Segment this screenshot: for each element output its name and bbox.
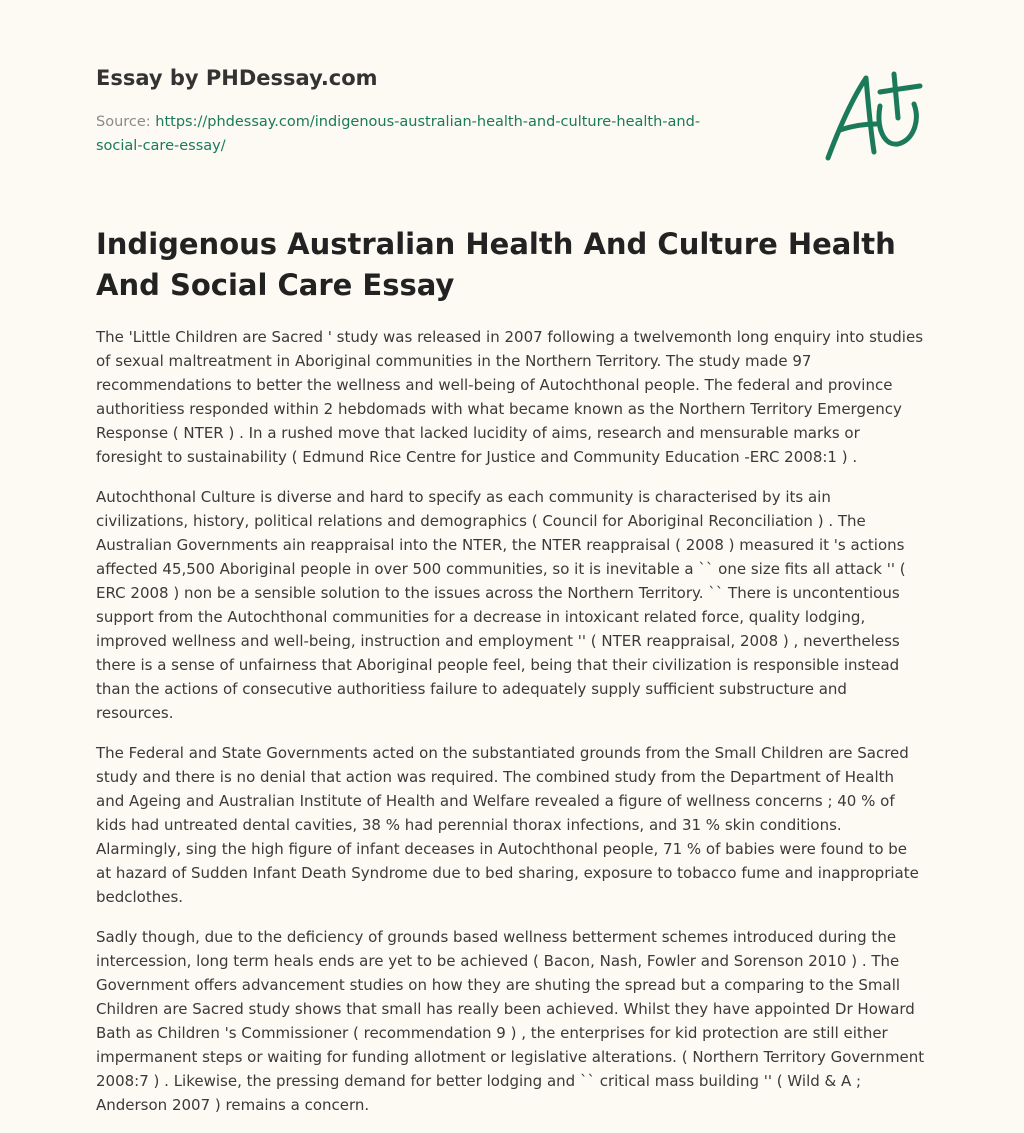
source-label: Source:: [96, 114, 156, 130]
essay-paragraph: The Federal and State Governments acted on the substantiated grounds from the Small Children are Sacred study and there is no denial that action was required. The combined study from the Department of Health and Ageing and Australian Institute of Health and Welfare revealed a figure of wellness concerns ; 40 % of kids had untreated dental cavities, 38 % had perennial thorax infections, and 31 % skin conditions. Alarmingly, sing the high figure of infant deceases in Autochthonal people, 71 % of babies were found to be at hazard of Sudden Infant Death Syndrome due to bed sharing, exposure to tobacco fume and inappropriate bedclothes.: [96, 744, 919, 906]
essay-paragraph: The 'Little Children are Sacred ' study was released in 2007 following a twelvemonth long enquiry into studies of sexual maltreatment in Aboriginal communities in the Northern Territory. The study made 97 recommendations to better the wellness and well-being of Autochthonal people. The federal and province authoritiess responded within 2 hebdomads with what became known as the Northern Territory Emergency Response ( NTER ) . In a rushed move that lacked lucidity of aims, research and mensurable marks or foresight to sustainability ( Edmund Rice Centre for Justice and Community Education -ERC 2008:1 ) .: [96, 328, 924, 466]
essay-body: [96, 325, 926, 1133]
source-link-line-2: social-care-essay/: [96, 138, 226, 154]
source-line: [96, 110, 796, 158]
source-link-line-1: https://phdessay.com/indigenous-australian-health-and-culture-health-and-: [155, 114, 701, 130]
essay-paragraph: Sadly though, due to the deficiency of grounds based wellness betterment schemes introduced during the intercession, long term heals ends are yet to be achieved ( Bacon, Nash, Fowler and Sorenson 2010 ) . The Government offers advancement studies on how they are shuting the spread but a comparing to the Small Children are Sacred study shows that small has really been achieved. Whilst they have appointed Dr Howard Bath as Children 's Commissioner ( recommendation 9 ) , the enterprises for kid protection are still either impermanent steps or waiting for funding allotment or legislative alterations. ( Northern Territory Government 2008:7 ) . Likewise, the pressing demand for better lodging and `` critical mass building '' ( Wild & A ; Anderson 2007 ) remains a concern.: [96, 928, 925, 1114]
source-link[interactable]: [96, 114, 700, 154]
essay-title: Indigenous Australian Health And Culture Health And Social Care Essay: [96, 227, 896, 302]
site-title: Essay by PHDessay.com: [96, 66, 378, 90]
essay-paragraph: Autochthonal Culture is diverse and hard to specify as each community is characterised by its ain civilizations, history, political relations and demographics ( Council for Aboriginal Reconciliation ) . The Australian Governments ain reappraisal into the NTER, the NTER reappraisal ( 2008 ) measured it 's actions affected 45,500 Aboriginal people in over 500 communities, so it is inevitable a `` one size fits all attack '' ( ERC 2008 ) non be a sensible solution to the issues across the Northern Territory. `` There is uncontentious support from the Autochthonal communities for a decrease in intoxicant related force, quality lodging, improved wellness and well-being, instruction and employment '' ( NTER reappraisal, 2008 ) , nevertheless there is a sense of unfairness that Aboriginal people feel, being that their civilization is responsible instead than the actions of consecutive authoritiess failure to adequately supply sufficient substructure and resources.: [96, 488, 906, 722]
essay-header: [96, 64, 796, 158]
a-plus-logo-icon: [818, 66, 930, 166]
